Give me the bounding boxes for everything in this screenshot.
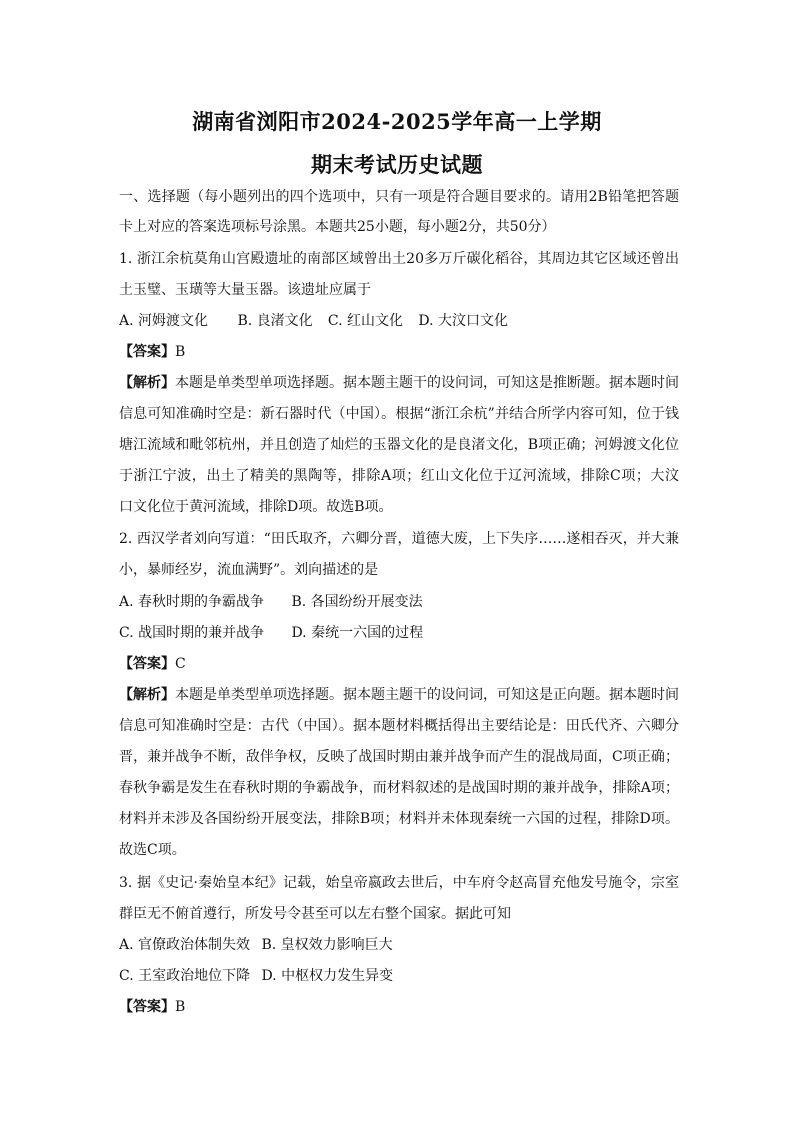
question-2-stem-line-2: 小，暴师经岁，流血满野”。刘向描述的是 <box>119 562 379 578</box>
question-3-option-b: B. 皇权效力影响巨大 <box>261 937 393 953</box>
question-1-options <box>119 311 679 331</box>
document-title: 湖南省浏阳市2024-2025学年高一上学期 <box>192 109 602 134</box>
question-2-analysis-line-5: 材料并未涉及各国纷纷开展变法，排除B项；材料并未体现秦统一六国的过程，排除D项。 <box>119 811 679 827</box>
question-2-option-d: D. 秦统一六国的过程 <box>291 625 424 641</box>
question-1-analysis-line-1 <box>119 373 679 393</box>
question-1-analysis-line-4: 于浙江宁波，出土了精美的黑陶等，排除A项；红山文化位于辽河流域，排除C项；大汶 <box>119 468 679 484</box>
question-3-option-a: A. 官僚政治体制失效 <box>119 937 251 953</box>
analysis-label: 【解析】 <box>119 375 175 391</box>
question-2-options-row-1 <box>119 592 679 612</box>
question-2-analysis-line-2: 信息可知准确时空是：古代（中国）。据本题材料概括得出主要结论是：田氏代齐、六卿分 <box>119 718 679 734</box>
section-instructions-line-2: 卡上对应的答案选项标号涂黑。本题共25小题，每小题2分，共50分） <box>119 219 556 235</box>
question-3-stem-line-2: 群臣无不俯首遵行，所发号令甚至可以左右整个国家。据此可知 <box>119 906 511 922</box>
question-1-option-c: C. 红山文化 <box>327 313 404 329</box>
question-1-answer <box>119 342 679 362</box>
question-1-analysis-line-5: 口文化位于黄河流域，排除D项。故选B项。 <box>119 499 393 515</box>
question-3-answer <box>119 997 679 1017</box>
question-1-option-d: D. 大汶口文化 <box>418 313 508 329</box>
answer-label: 【答案】 <box>119 999 175 1015</box>
question-1-option-a: A. 河姆渡文化 <box>119 313 209 329</box>
question-2-analysis-text-1: 本题是单类型单项选择题。据本题主题干的设问词，可知这是正向题。据本题时间 <box>175 687 679 703</box>
question-2-analysis-line-3: 晋，兼并战争不断，敌伴争权，反映了战国时期由兼并战争而产生的混战局面，C项正确； <box>119 749 679 765</box>
question-2-answer-value: C <box>175 656 186 672</box>
question-2-stem-line-1: 2. 西汉学者刘向写道：“田氏取齐，六卿分晋，道德大废，上下失序……遂相吞灭，并大兼 <box>119 531 679 547</box>
question-2-analysis-line-4: 春秋争霸是发生在春秋时期的争霸战争，而材料叙述的是战国时期的兼并战争，排除A项； <box>119 780 679 796</box>
question-2-answer <box>119 654 679 674</box>
question-2-options-row-2 <box>119 623 679 643</box>
question-3-stem-line-1: 3. 据《史记·秦始皇本纪》记载，始皇帝嬴政去世后，中车府令赵高冒充他发号施令，宗室 <box>119 875 679 891</box>
question-2-analysis-line-6: 故选C项。 <box>119 842 186 858</box>
section-instructions-line-1: 一、选择题（每小题列出的四个选项中，只有一项是符合题目要求的。请用2B铅笔把答题 <box>119 189 679 205</box>
question-1-analysis-line-2: 信息可知准确时空是：新石器时代（中国）。根据“浙江余杭”并结合所学内容可知，位于钱 <box>119 406 679 422</box>
question-1-analysis-line-3: 塘江流域和毗邻杭州，并且创造了灿烂的玉器文化的是良渚文化，B项正确；河姆渡文化位 <box>119 437 679 453</box>
question-3-options-row-2 <box>119 966 679 986</box>
answer-label: 【答案】 <box>119 344 175 360</box>
question-1-stem-line-2: 土玉璧、玉璜等大量玉器。该遗址应属于 <box>119 282 371 298</box>
question-1-analysis-text-1: 本题是单类型单项选择题。据本题主题干的设问词，可知这是推断题。据本题时间 <box>175 375 679 391</box>
question-1-option-b: B. 良渚文化 <box>237 313 313 329</box>
question-2-option-b: B. 各国纷纷开展变法 <box>291 594 423 610</box>
question-3-answer-value: B <box>175 999 186 1015</box>
question-3-option-c: C. 王室政治地位下降 <box>119 968 251 984</box>
document-subtitle: 期末考试历史试题 <box>311 152 483 177</box>
question-2-option-a: A. 春秋时期的争霸战争 <box>119 594 265 610</box>
question-1-answer-value: B <box>175 344 186 360</box>
question-1-stem-line-1: 1. 浙江余杭莫角山宫殿遗址的南部区域曾出土20多万斤碳化稻谷，其周边其它区域还曾出 <box>119 251 679 267</box>
question-2-option-c: C. 战国时期的兼并战争 <box>119 625 265 641</box>
answer-label: 【答案】 <box>119 656 175 672</box>
analysis-label: 【解析】 <box>119 687 175 703</box>
question-2-analysis-line-1 <box>119 685 679 705</box>
question-3-option-d: D. 中枢权力发生异变 <box>261 968 394 984</box>
question-3-options-row-1 <box>119 935 679 955</box>
